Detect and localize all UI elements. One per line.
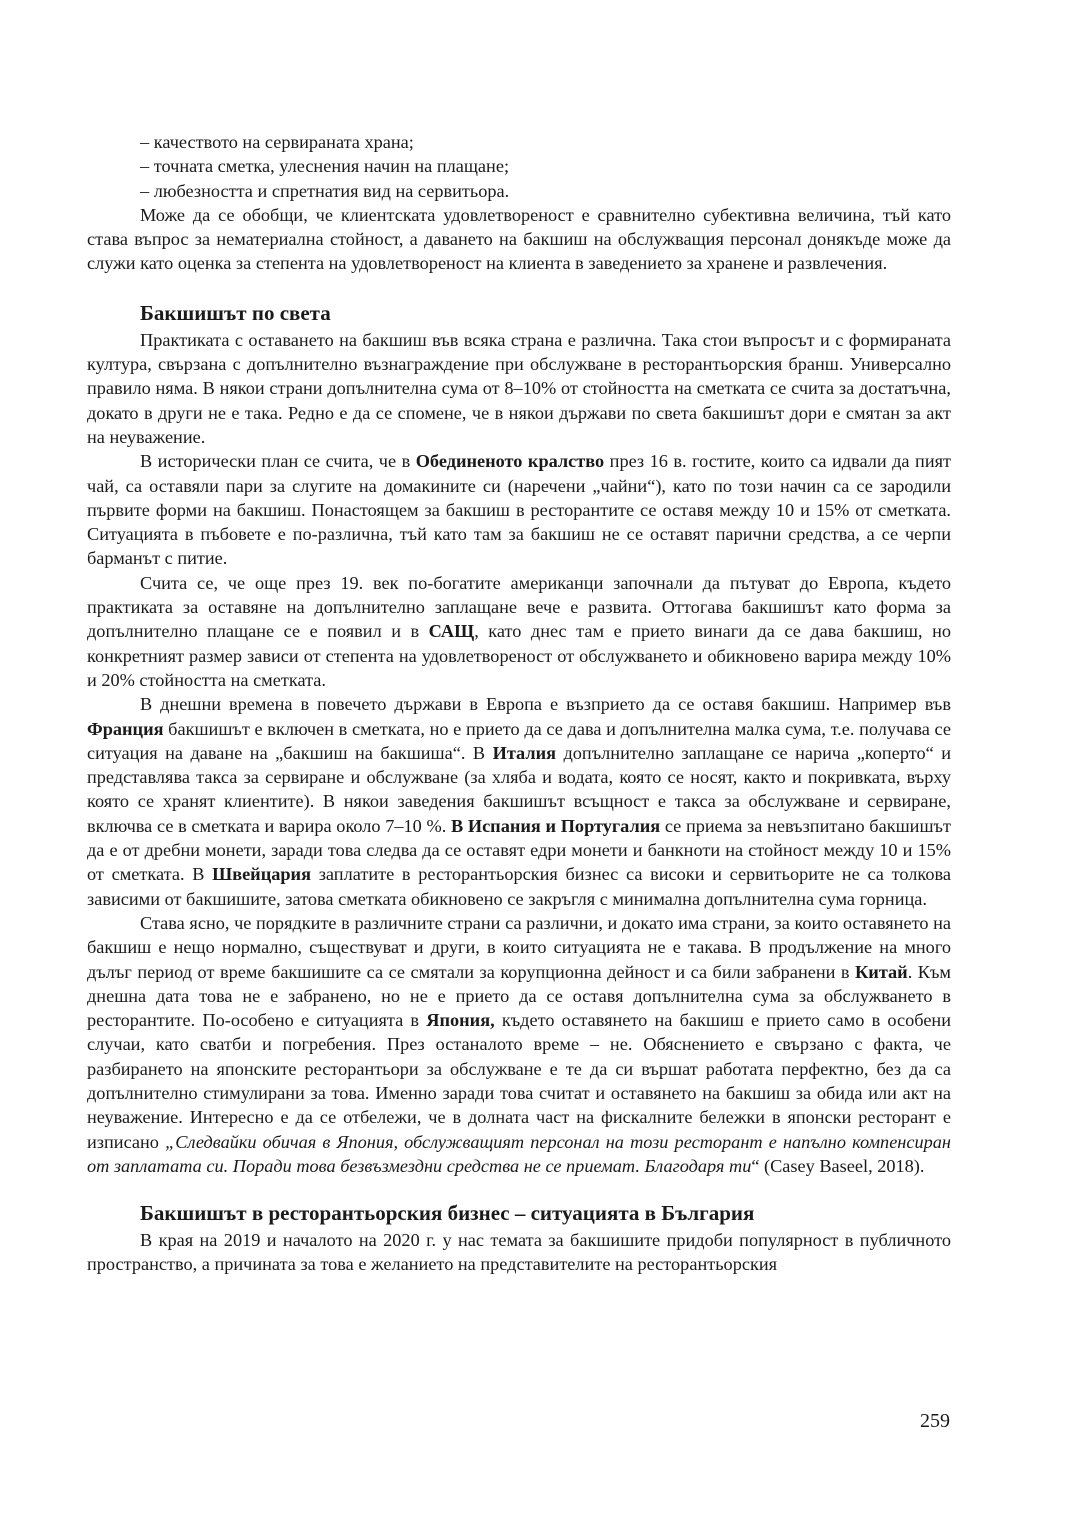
paragraph: Счита се, че още през 19. век по-богатите американци започнали да пътуват до Европа, където практиката за оставяне на допълнително заплащане вече е развита. Оттогава бакшишът като форма за допълнително плащане се е появил и в САЩ, като днес там е прието винаги да се дава бакшиш, но конкретният размер зависи от степента на удовлетвореност от обслужването и обикновено варира между 10% и 20% стойността на сметката.	[87, 572, 951, 690]
list-item: – любезността и спретнатия вид на сервитьора.	[140, 180, 510, 201]
paragraph: В днешни времена в повечето държави в Европа е възприето да се оставя бакшиш. Например във Франция бакшишът е включен в сметката, но е прието да се дава и допълнителна малка сума, т.е. получава се ситуация на даване на „бакшиш на бакшиша“. В Италия допълнително заплащане се нарича „коперто“ и представлява такса за сервиране и обслужване (за хляба и водата, която се носят, както и покривката, върху която се хранят клиентите). В някои заведения бакшишът всъщност е такса за обслужване и сервиране, включва се в сметката и варира около 7–10 %. В Испания и Португалия се приема за невъзпитано бакшишът да е от дребни монети, заради това следва да се оставят едри монети и банкноти на стойност между 10 и 15% от сметката. В Швейцария заплатите в ресторантьорския бизнес са високи и сервитьорите не са толкова зависими от бакшишите, затова сметката обикновено се закръгля с минимална допълнителна сума горница.	[87, 694, 951, 909]
paragraph: В края на 2019 и началото на 2020 г. у нас темата за бакшишите придоби популярност в публичното пространство, а причината за това е желанието на представителите на ресторантьорския	[87, 1230, 951, 1275]
paragraph: Практиката с оставането на бакшиш във всяка страна е различна. Така стои въпросът и с формираната култура, свързана с допълнително възнаграждение при обслужване в ресторантьорския бранш. Универсално правило няма. В някои страни допълнителна сума от 8–10% от стойността на сметката се счита за достатъчна, докато в други не е така. Редно е да се спомене, че в някои държави по света бакшишът дори е смятан за акт на неуважение.	[87, 329, 951, 447]
page-body	[87, 130, 951, 1277]
list-item: – точната сметка, улеснения начин на плащане;	[140, 156, 510, 177]
quote-italic: „Следвайки обичая в Япония, обслужващият персонал на този ресторант е напълно компенсиран от заплатата си. Поради това безвъзмездни средства не се приемат. Благодаря ти	[87, 1131, 951, 1176]
intro-paragraph: Може да се обобщи, че клиентската удовлетвореност е сравнително субективна величина, тъй като става въпрос за нематериална стойност, а даването на бакшиш на обслужващия персонал донякъде може да служи като оценка за степента на удовлетвореност на клиента в заведението за хранене и развлечения.	[87, 204, 951, 274]
page-number: 259	[920, 1410, 950, 1432]
section-heading-world: Бакшишът по света	[140, 300, 331, 325]
paragraph: Става ясно, че порядките в различните страни са различни, и докато има страни, за които оставянето на бакшиш е нещо нормално, съществуват и други, в които ситуацията не е такава. В продължение на много дълъг период от време бакшишите са се смятали за корупционна дейност и са били забранени в Китай. Към днешна дата това не е забранено, но не е прието да се оставя допълнителна сума за обслужването в ресторантите. По-особено е ситуацията в Япония, където оставянето на бакшиш е прието само в особени случаи, като сватби и погребения. През останалото време – не. Обяснението е свързано с факта, че разбирането на японските ресторантьори за обслужване е те да си вършат работата перфектно, без да са допълнително стимулирани за това. Именно заради това считат и оставянето на бакшиш за обида или акт на неуважение. Интересно е да се отбележи, че в долната част на фискалните бележки в японски ресторант е изписано „Следвайки обичая в Япония, обслужващият персонал на този ресторант е напълно компенсиран от заплатата си. Поради това безвъзмездни средства не се приемат. Благодаря ти“ (Casey Baseel, 2018).	[87, 912, 951, 1176]
paragraph: В исторически план се счита, че в Обединеното кралство през 16 в. гостите, които са идвали да пият чай, са оставяли пари за слугите на домакините си (наречени „чайни“), като по този начин са се зародили първите форми на бакшиш. Понастоящем за бакшиш в ресторантите се оставя между 10 и 15% от сметката. Ситуацията в пъбовете е по-различна, тъй като там за бакшиш не се оставят парични средства, а се черпи барманът с питие.	[87, 451, 951, 569]
section-heading-bulgaria: Бакшишът в ресторантьорския бизнес – ситуацията в България	[140, 1201, 755, 1226]
list-item: – качеството на сервираната храна;	[140, 132, 414, 152]
